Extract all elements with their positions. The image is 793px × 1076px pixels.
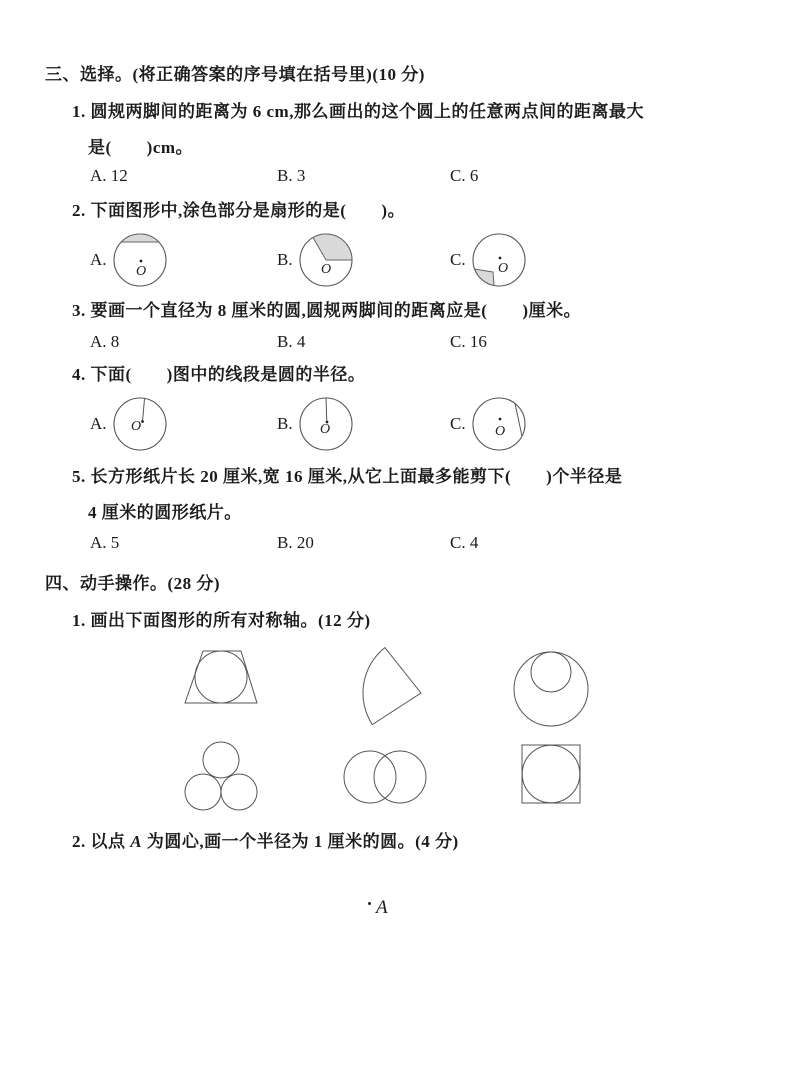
section3-title: 三、选择。(将正确答案的序号填在括号里)(10 分)	[45, 65, 425, 84]
q5-option-c: C. 4	[450, 533, 479, 553]
q4-prompt: 4. 下面( )图中的线段是圆的半径。	[72, 365, 366, 385]
q3-option-b: B. 4	[277, 332, 306, 352]
q1-options	[0, 166, 793, 186]
q3-prompt: 3. 要画一个直径为 8 厘米的圆,圆规两脚间的距离应是( )厘米。	[72, 301, 582, 321]
section4-title: 四、动手操作。(28 分)	[45, 574, 221, 594]
center-label: O	[319, 422, 330, 438]
q2-option-b-letter: B.	[277, 250, 293, 270]
circle-with-shaded-sector-figure	[296, 228, 358, 292]
two-overlapping-circles-figure	[339, 741, 433, 811]
circle-with-shaded-segment-figure	[110, 228, 172, 292]
shape-sector-fan	[303, 645, 468, 733]
q4-option-c-letter: C.	[450, 414, 466, 434]
three-tangent-circles-figure	[182, 741, 260, 815]
q1-prompt-line2: 是( )cm。	[88, 138, 194, 158]
shape-three-tangent-circles	[138, 741, 303, 815]
q2-option-b	[277, 228, 450, 292]
square-inscribed-circle-figure	[518, 741, 584, 807]
q4-option-b-letter: B.	[277, 414, 293, 434]
q2-prompt: 2. 下面图形中,涂色部分是扇形的是( )。	[72, 201, 406, 221]
q2-option-c	[450, 228, 793, 292]
point-a-marker	[0, 897, 793, 919]
q5-option-b: B. 20	[277, 533, 314, 553]
q1-prompt-line1: 1. 圆规两脚间的距离为 6 cm,那么画出的这个圆上的任意两点间的距离最大	[72, 102, 644, 121]
shape-square-inscribed-circle	[468, 741, 633, 815]
trapezoid-inscribed-circle-figure	[179, 645, 263, 711]
s4-q2-prompt-pre: 2. 以点	[72, 831, 131, 851]
shape-overlapping-circles	[303, 741, 468, 815]
s4-q2-prompt-post: 为圆心,画一个半径为 1 厘米的圆。(4 分)	[142, 831, 459, 851]
q5-option-a: A. 5	[90, 533, 120, 553]
s4-q2-prompt-a: A	[130, 831, 143, 851]
q3-option-a: A. 8	[90, 332, 120, 352]
center-label: O	[130, 419, 141, 435]
circle-with-chord-figure	[469, 392, 531, 456]
q3-options	[0, 332, 793, 352]
q5-options	[0, 533, 793, 553]
q2-option-c-letter: C.	[450, 250, 466, 270]
s4-q1-prompt: 1. 画出下面图形的所有对称轴。(12 分)	[72, 611, 371, 631]
q4-option-a-letter: A.	[90, 414, 107, 434]
point-a-dot	[368, 902, 371, 905]
circle-with-shaded-corner-figure	[469, 228, 531, 292]
q2-option-a-letter: A.	[90, 250, 107, 270]
s4-q2-prompt	[0, 831, 793, 853]
q1-option-a: A. 12	[90, 166, 128, 186]
center-label: O	[135, 264, 146, 280]
circle-with-inner-tangent-circle-figure	[510, 645, 592, 727]
q5-prompt-line1: 5. 长方形纸片长 20 厘米,宽 16 厘米,从它上面最多能剪下( )个半径是	[72, 467, 623, 487]
q5-prompt-line2: 4 厘米的圆形纸片。	[88, 503, 242, 523]
q2-figure-options	[0, 228, 793, 292]
q3-option-c: C. 16	[450, 332, 487, 352]
q1-option-c: C. 6	[450, 166, 479, 186]
center-label: O	[497, 261, 508, 277]
q4-option-c	[450, 392, 793, 456]
symmetry-shapes-row1	[0, 645, 793, 733]
q4-option-a	[90, 392, 277, 456]
symmetry-shapes-row2	[0, 741, 793, 815]
shape-tangent-inner-circle	[468, 645, 633, 733]
circle-with-segment-to-near-center-figure	[110, 392, 172, 456]
center-label: O	[320, 262, 331, 278]
q1-option-b: B. 3	[277, 166, 306, 186]
circle-with-radius-figure	[296, 392, 358, 456]
point-a-label: A	[376, 896, 388, 918]
q4-figure-options	[0, 392, 793, 456]
sector-fan-figure	[343, 645, 428, 733]
shape-trapezoid-inscribed-circle	[138, 645, 303, 733]
q2-option-a	[90, 228, 277, 292]
q4-option-b	[277, 392, 450, 456]
center-label: O	[494, 424, 505, 440]
